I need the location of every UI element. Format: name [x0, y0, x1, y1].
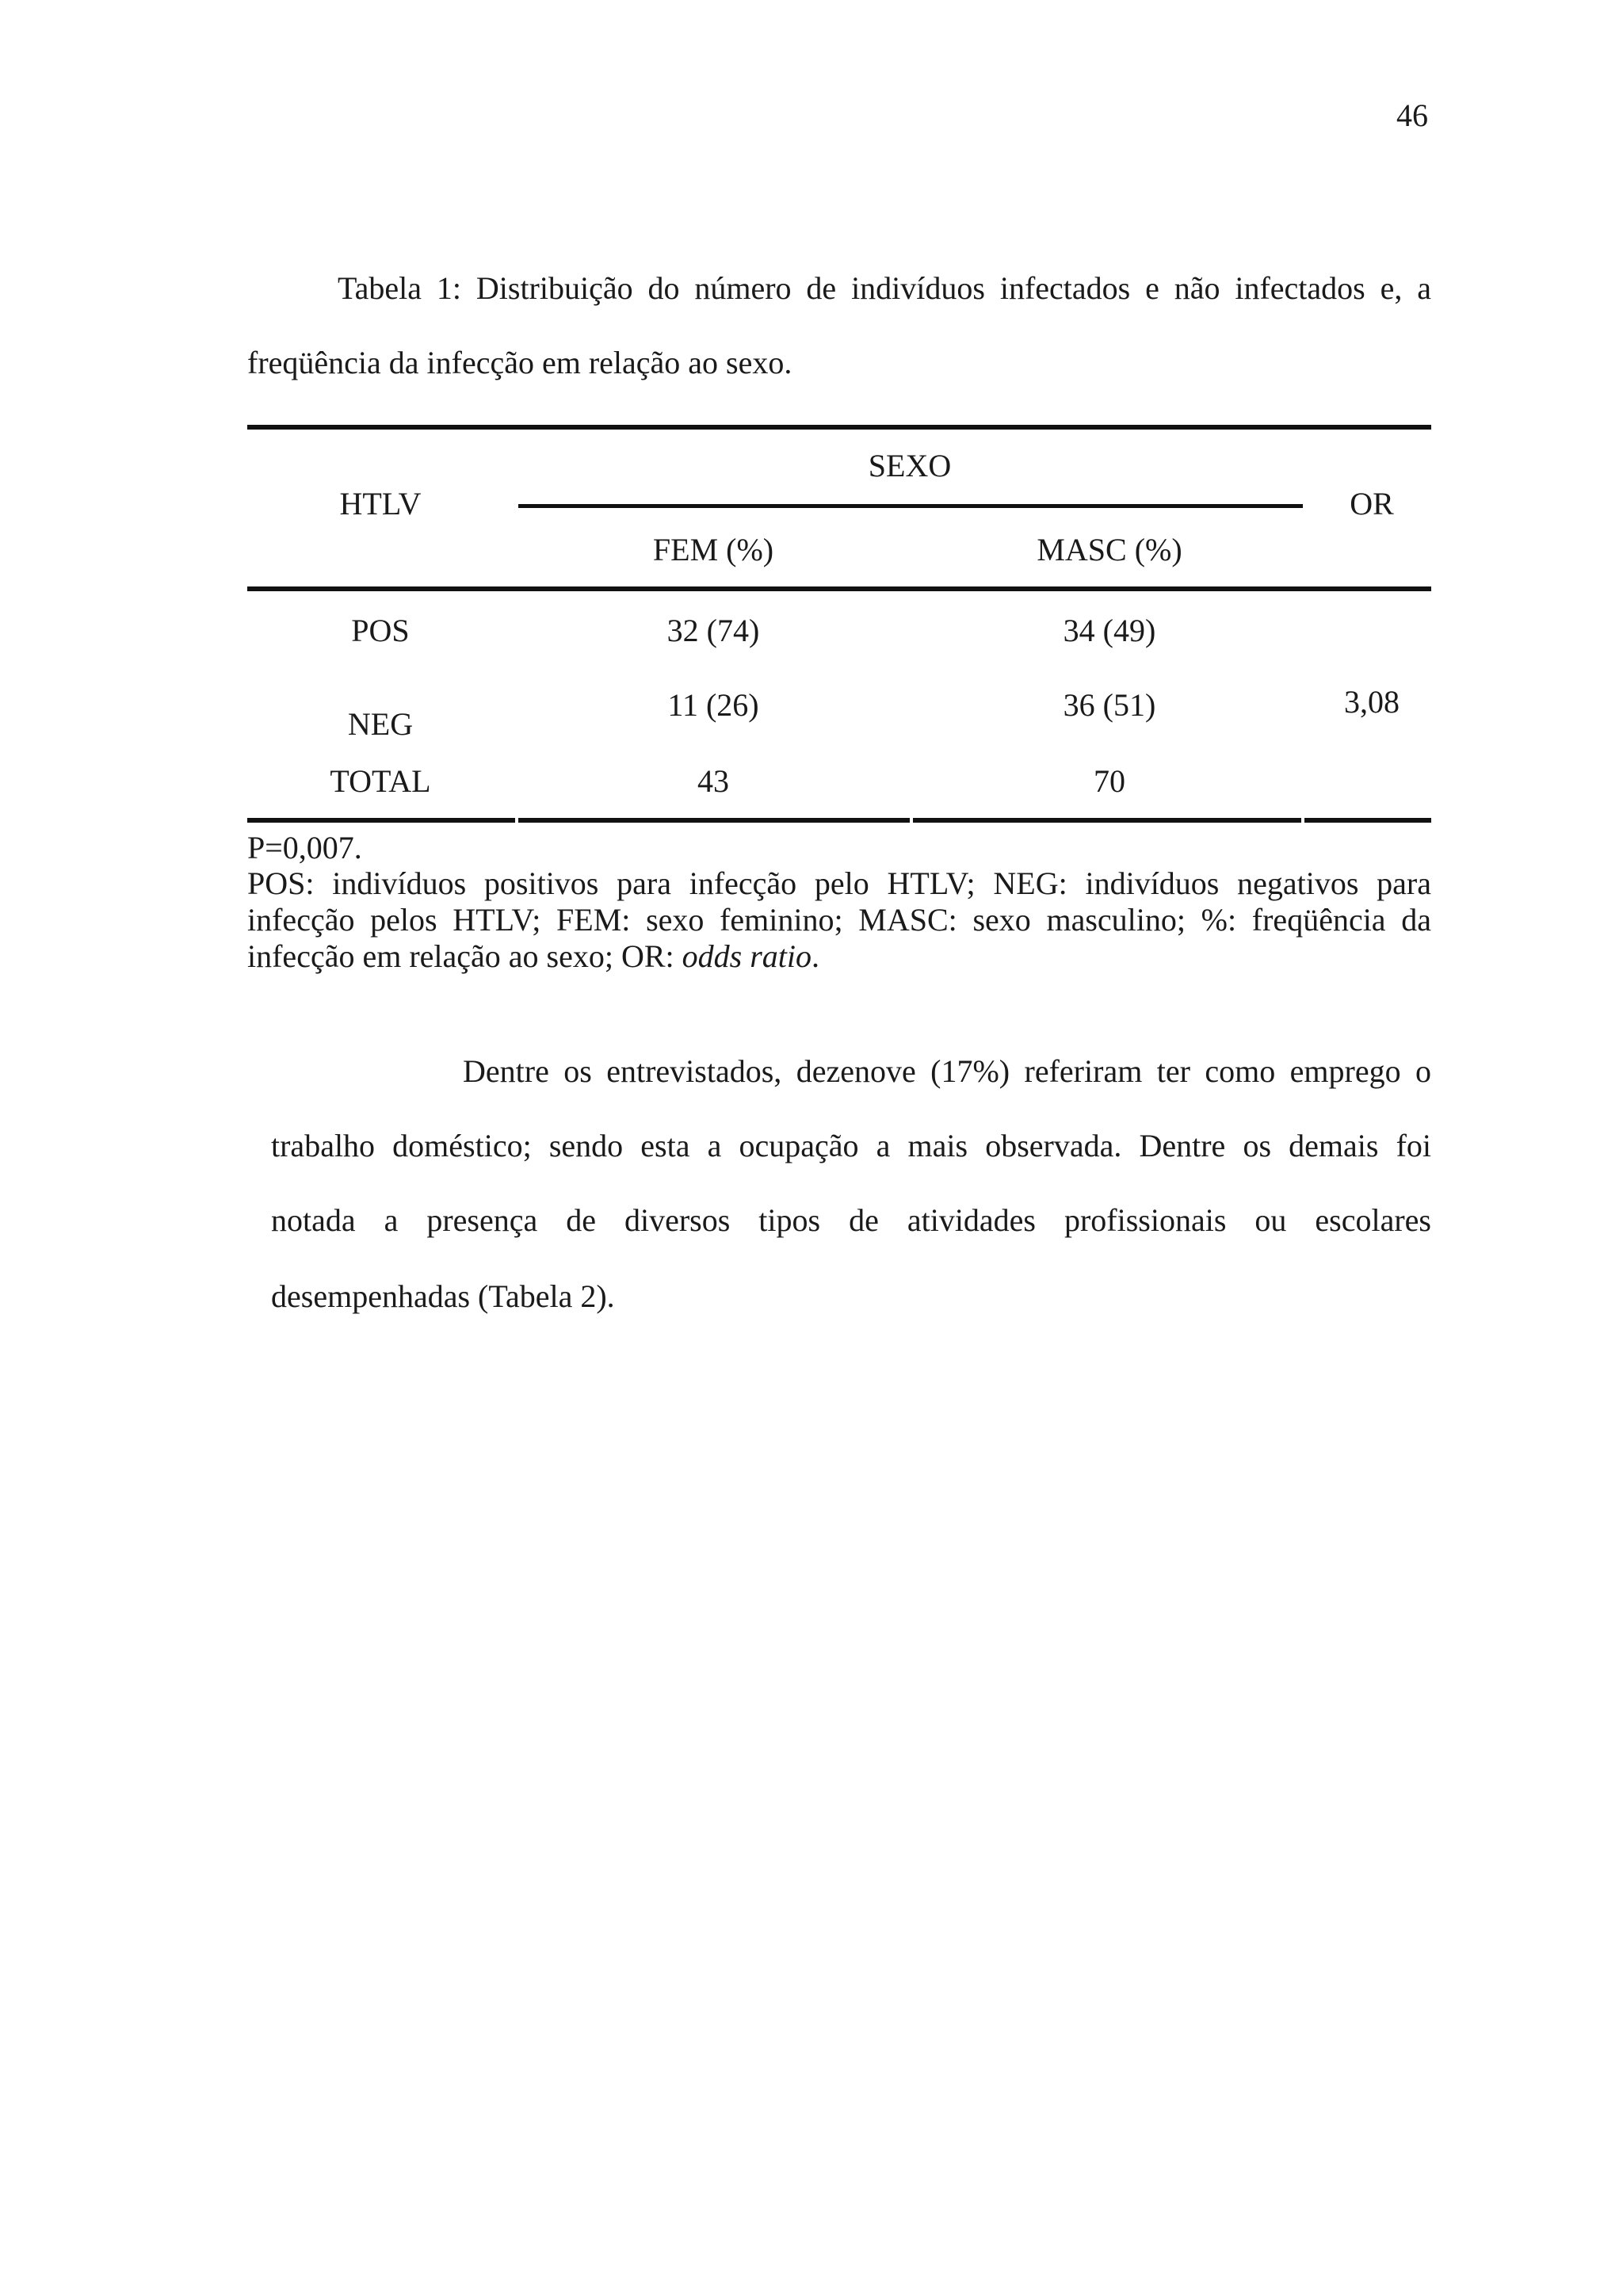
row-total-fem: 43 — [697, 763, 729, 799]
body-line-1: Dentre os entrevistados, dezenove (17%) referiram ter como emprego o — [463, 1053, 1431, 1089]
abbreviation-legend — [247, 865, 1431, 975]
table-top-rule — [247, 425, 1431, 430]
table-bottom-rule-or — [1304, 818, 1431, 823]
header-bottom-rule — [247, 586, 1431, 591]
row-neg-fem: 11 (26) — [667, 687, 759, 723]
legend-main-text: POS: indivíduos positivos para infecção pelo HTLV; NEG: indivíduos negativos para infecção pelos HTLV; FEM: sexo feminino; MASC: sexo masculino; %: freqüência da infecção em relação ao sexo; OR: — [247, 865, 1431, 974]
legend-end-text: . — [812, 938, 819, 974]
table-caption-line-1: Tabela 1: Distribuição do número de indivíduos infectados e não infectados e, a — [338, 270, 1431, 306]
sexo-underline-rule — [518, 504, 1303, 508]
row-pos-fem: 32 (74) — [666, 613, 760, 648]
row-pos-masc: 34 (49) — [1063, 613, 1156, 648]
row-total-label: TOTAL — [330, 763, 431, 799]
table-caption-line-2: freqüência da infecção em relação ao sexo. — [247, 345, 792, 380]
header-sexo: SEXO — [868, 448, 952, 483]
p-value-note: P=0,007. — [247, 830, 362, 865]
or-value: 3,08 — [1344, 684, 1400, 720]
header-htlv: HTLV — [339, 486, 422, 521]
table-bottom-rule-masc — [913, 818, 1301, 823]
header-masc: MASC (%) — [1037, 532, 1182, 567]
page-number: 46 — [1396, 97, 1428, 133]
table-bottom-rule-htlv — [247, 818, 515, 823]
header-or: OR — [1350, 486, 1394, 521]
row-total-masc: 70 — [1094, 763, 1125, 799]
legend-italic-text: odds ratio — [682, 938, 812, 974]
body-line-3: notada a presença de diversos tipos de atividades profissionais ou escolares — [271, 1202, 1431, 1238]
row-neg-masc: 36 (51) — [1063, 687, 1156, 723]
table-bottom-rule-fem — [518, 818, 910, 823]
row-pos-label: POS — [351, 613, 410, 648]
body-line-4: desempenhadas (Tabela 2). — [271, 1278, 615, 1314]
body-line-2: trabalho doméstico; sendo esta a ocupação a mais observada. Dentre os demais foi — [271, 1128, 1431, 1163]
row-neg-label: NEG — [347, 706, 414, 742]
header-fem: FEM (%) — [652, 532, 774, 567]
